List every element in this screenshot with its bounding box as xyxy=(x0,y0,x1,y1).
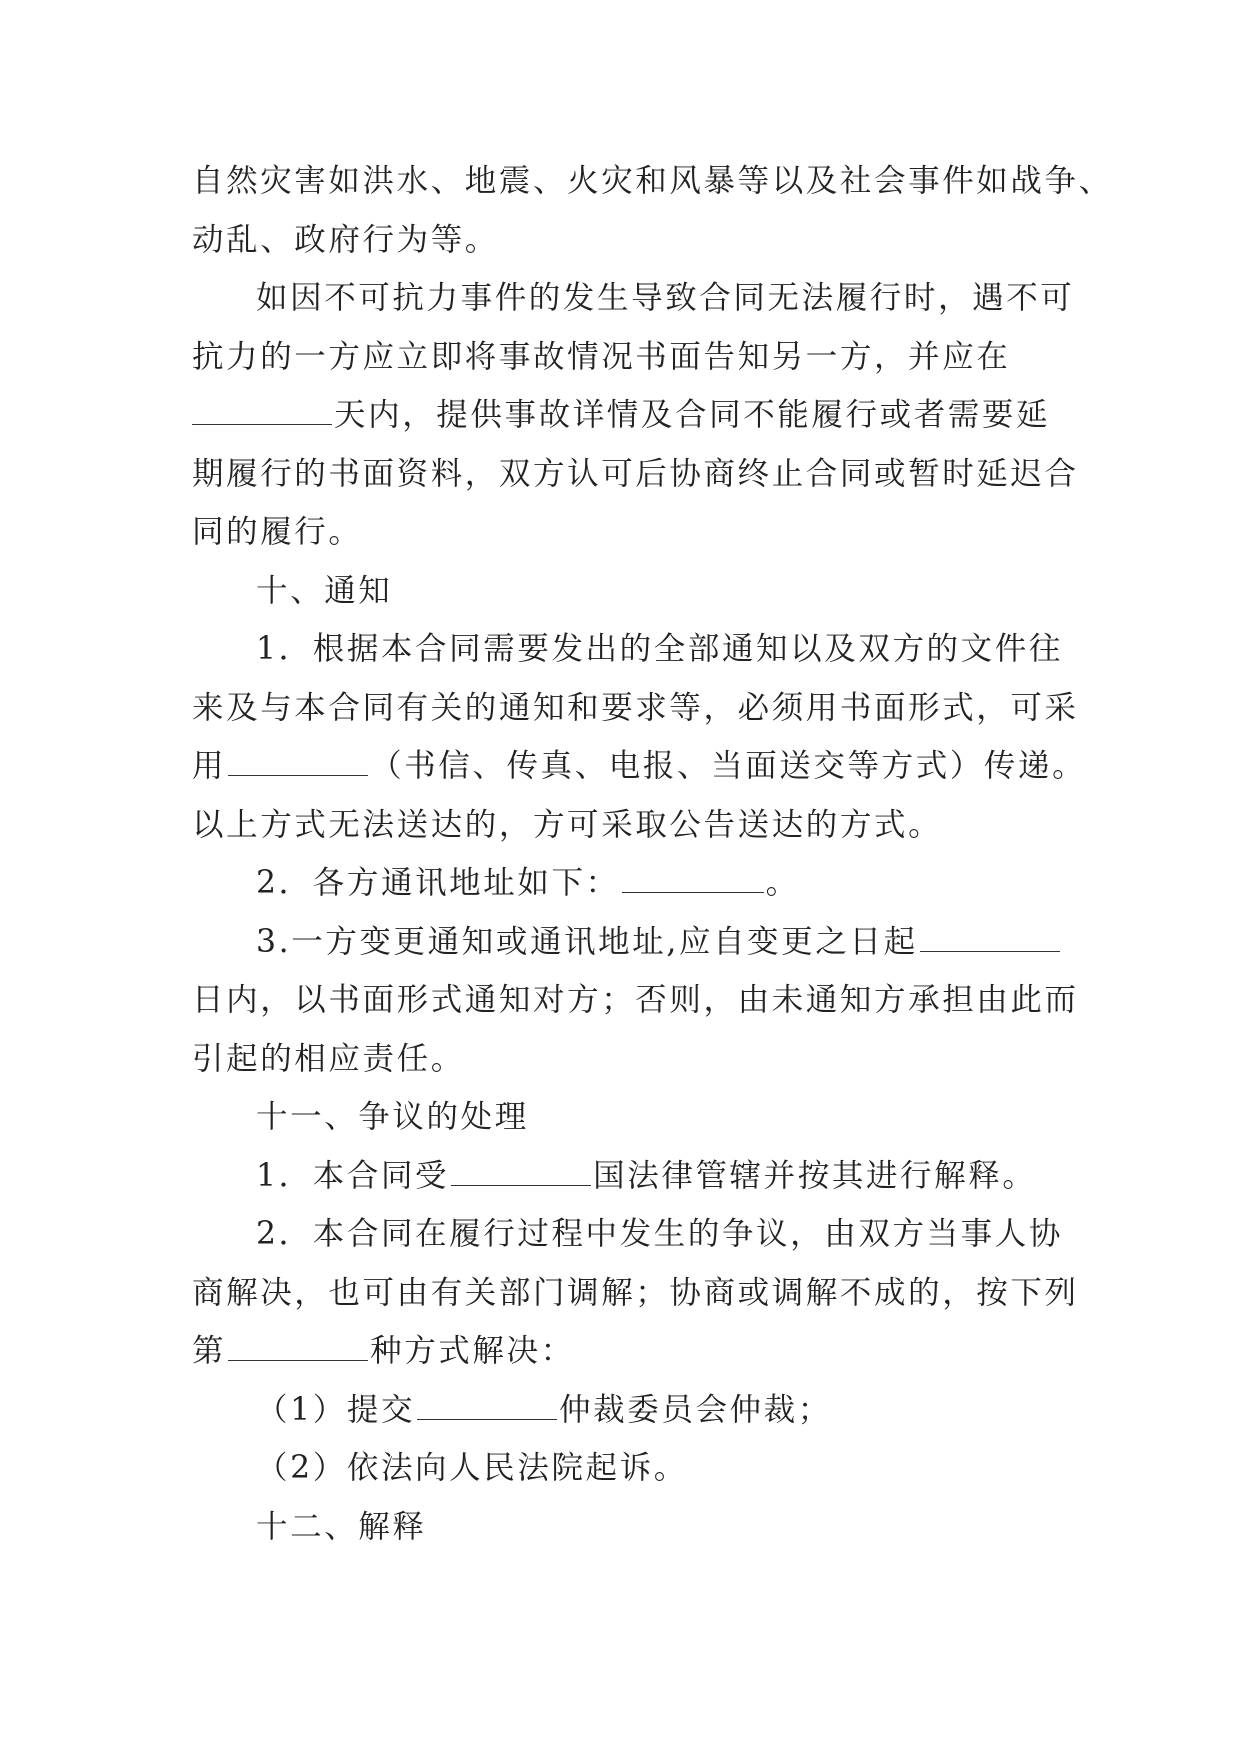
paragraph-line xyxy=(192,1439,1050,1498)
fill-in-blank[interactable] xyxy=(228,745,368,776)
text: （书信、传真、电报、当面送交等方式）传递。 xyxy=(370,748,1087,784)
document-body xyxy=(192,152,1113,1556)
text: 同的履行。 xyxy=(192,514,363,550)
section-heading xyxy=(192,562,1050,621)
text: 1．本合同受 xyxy=(256,1157,450,1194)
paragraph-line xyxy=(192,1264,1079,1323)
fill-in-blank[interactable] xyxy=(192,394,332,425)
paragraph-line xyxy=(192,737,1087,796)
text: 仲裁委员会仲裁； xyxy=(559,1391,832,1428)
paragraph-line xyxy=(192,152,1113,211)
heading-text: 十一、争议的处理 xyxy=(256,1099,529,1135)
fill-in-blank[interactable] xyxy=(920,921,1060,952)
paragraph-line xyxy=(192,1322,1050,1381)
paragraph-line xyxy=(192,679,1079,738)
text: 3.一方变更通知或通讯地址,应自变更之日起 xyxy=(256,923,918,960)
text: 天内，提供事故详情及合同不能履行或者需要延 xyxy=(334,397,1051,433)
paragraph-line xyxy=(192,913,1050,972)
heading-text: 十二、解释 xyxy=(256,1508,427,1545)
text: 期履行的书面资料，双方认可后协商终止合同或暂时延迟合 xyxy=(192,455,1079,492)
text: 1．根据本合同需要发出的全部通知以及双方的文件往 xyxy=(256,631,1063,667)
paragraph-line xyxy=(192,796,1050,855)
text: 。 xyxy=(765,865,800,901)
text: 抗力的一方应立即将事故情况书面告知另一方，并应在 xyxy=(192,338,1011,375)
text: 第 xyxy=(192,1333,227,1369)
text: 2．本合同在履行过程中发生的争议，由双方当事人协 xyxy=(256,1216,1063,1252)
paragraph-line xyxy=(192,328,1050,387)
paragraph-line xyxy=(192,1147,1050,1206)
fill-in-blank[interactable] xyxy=(451,1155,591,1186)
text: 2．各方通讯地址如下： xyxy=(256,865,620,901)
text: 来及与本合同有关的通知和要求等，必须用书面形式，可采 xyxy=(192,689,1079,726)
paragraph-line xyxy=(192,854,1050,913)
paragraph-line xyxy=(192,386,1050,445)
text: 日内，以书面形式通知对方；否则，由未通知方承担由此而 xyxy=(192,982,1079,1018)
text: 自然灾害如洪水、地震、火灾和风暴等以及社会事件如战争、 xyxy=(192,163,1113,199)
paragraph-line xyxy=(192,1381,1050,1440)
fill-in-blank[interactable] xyxy=(417,1389,557,1420)
text: 商解决，也可由有关部门调解；协商或调解不成的，按下列 xyxy=(192,1274,1079,1311)
paragraph-line xyxy=(192,211,1050,270)
heading-text: 十、通知 xyxy=(256,572,393,609)
text: 种方式解决： xyxy=(370,1333,575,1369)
paragraph-line xyxy=(192,971,1079,1030)
text: （1）提交 xyxy=(256,1391,416,1428)
paragraph-line xyxy=(192,1030,1050,1089)
paragraph-line xyxy=(192,1205,1063,1264)
section-heading xyxy=(192,1498,1050,1557)
text: 以上方式无法送达的，方可采取公告送达的方式。 xyxy=(192,806,943,843)
paragraph-line xyxy=(192,503,1050,562)
fill-in-blank[interactable] xyxy=(228,1330,368,1361)
text: 动乱、政府行为等。 xyxy=(192,221,499,258)
text: （2）依法向人民法院起诉。 xyxy=(256,1450,688,1486)
text: 如因不可抗力事件的发生导致合同无法履行时，遇不可 xyxy=(256,280,1075,316)
fill-in-blank[interactable] xyxy=(622,862,764,893)
text: 引起的相应责任。 xyxy=(192,1040,465,1077)
section-heading xyxy=(192,1088,1050,1147)
paragraph-line xyxy=(192,620,1063,679)
text: 用 xyxy=(192,748,227,784)
paragraph-line xyxy=(192,269,1075,328)
text: 国法律管辖并按其进行解释。 xyxy=(593,1157,1037,1194)
paragraph-line xyxy=(192,445,1079,504)
